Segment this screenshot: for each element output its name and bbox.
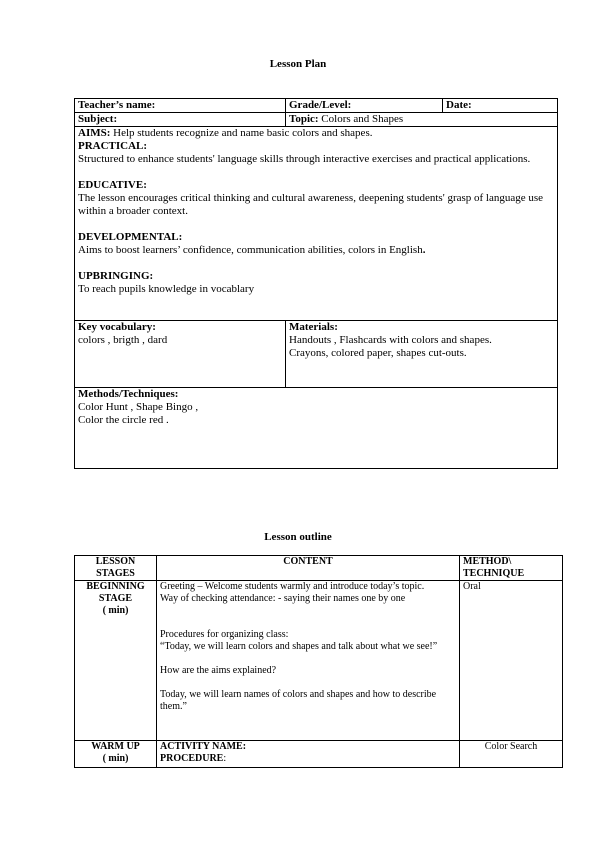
procedure-label: PROCEDURE <box>160 753 224 764</box>
date-label: Date: <box>446 99 472 111</box>
methods-line-1: Color Hunt , Shape Bingo , <box>78 401 199 413</box>
col-stages-label: LESSON STAGES <box>95 556 136 579</box>
page-title: Lesson Plan <box>269 58 327 70</box>
outline-title: Lesson outline <box>264 531 332 543</box>
warmup-stage-label: WARM UP <box>91 741 140 752</box>
beginning-method-cell <box>460 581 563 741</box>
lesson-plan-table <box>74 98 558 469</box>
aims-cell <box>75 127 558 321</box>
methods-cell <box>75 388 558 469</box>
educative-label: EDUCATIVE: <box>78 179 147 191</box>
vocabulary-text: colors , brigth , dard <box>78 334 168 346</box>
warmup-stage-time: ( min) <box>102 753 129 764</box>
col-content-header <box>157 556 460 581</box>
attendance-text: Way of checking attendance: - saying their names one by one <box>160 593 406 604</box>
beginning-stage-time: ( min) <box>102 605 129 616</box>
grade-cell <box>286 99 443 113</box>
topic-value: Colors and Shapes <box>321 113 404 125</box>
teacher-name-cell <box>75 99 286 113</box>
procedure-colon: : <box>223 753 227 764</box>
developmental-text: Aims to boost learners’ confidence, communication abilities, colors in English <box>78 244 423 256</box>
procedures-text: Procedures for organizing class: <box>160 629 289 640</box>
beginning-stage-label: BEGINNING STAGE <box>86 581 145 604</box>
materials-cell <box>286 321 558 388</box>
aims-text: Help students recognize and name basic colors and shapes. <box>113 127 373 139</box>
col-stages-header <box>75 556 157 581</box>
materials-label: Materials: <box>289 321 338 333</box>
materials-line-2: Crayons, colored paper, shapes cut-outs. <box>289 347 467 359</box>
beginning-stage-cell <box>75 581 157 741</box>
date-cell <box>443 99 558 113</box>
upbringing-text: To reach pupils knowledge in vocablary <box>78 283 255 295</box>
aims-answer-text: Today, we will learn names of colors and shapes and how to describe them.” <box>160 689 437 712</box>
aims-label: AIMS: <box>78 127 111 139</box>
warmup-content-cell <box>157 741 460 768</box>
col-method-label: METHOD\ TECHNIQUE <box>463 556 525 579</box>
warmup-method-cell <box>460 741 563 768</box>
subject-cell <box>75 113 286 127</box>
upbringing-label: UPBRINGING: <box>78 270 154 282</box>
warmup-stage-cell <box>75 741 157 768</box>
developmental-label: DEVELOPMENTAL: <box>78 231 183 243</box>
col-method-header <box>460 556 563 581</box>
topic-cell <box>286 113 558 127</box>
grade-label: Grade/Level: <box>289 99 352 111</box>
vocabulary-label: Key vocabulary: <box>78 321 156 333</box>
vocabulary-cell <box>75 321 286 388</box>
methods-label: Methods/Techniques: <box>78 388 179 400</box>
lesson-outline-table <box>74 555 563 768</box>
greeting-text: Greeting – Welcome students warmly and introduce today’s topic. <box>160 581 425 592</box>
materials-line-1: Handouts , Flashcards with colors and shapes. <box>289 334 492 346</box>
beginning-content-cell <box>157 581 460 741</box>
col-content-label: CONTENT <box>283 556 333 567</box>
methods-line-2: Color the circle red . <box>78 414 169 426</box>
beginning-method-text: Oral <box>463 581 481 592</box>
subject-label: Subject: <box>78 113 118 125</box>
practical-text: Structured to enhance students' language skills through interactive exercises and practical applications. <box>78 153 531 165</box>
quote-text: “Today, we will learn colors and shapes and talk about what we see!” <box>160 641 438 652</box>
developmental-period: . <box>422 244 426 256</box>
teacher-label: Teacher’s name: <box>78 99 156 111</box>
educative-text: The lesson encourages critical thinking and cultural awareness, deepening students' grasp of language use within a broader context. <box>78 192 544 217</box>
aims-question-text: How are the aims explained? <box>160 665 277 676</box>
warmup-method-text: Color Search <box>484 741 538 752</box>
activity-name-label: ACTIVITY NAME: <box>160 741 247 752</box>
topic-label: Topic: <box>289 113 319 125</box>
practical-label: PRACTICAL: <box>78 140 148 152</box>
